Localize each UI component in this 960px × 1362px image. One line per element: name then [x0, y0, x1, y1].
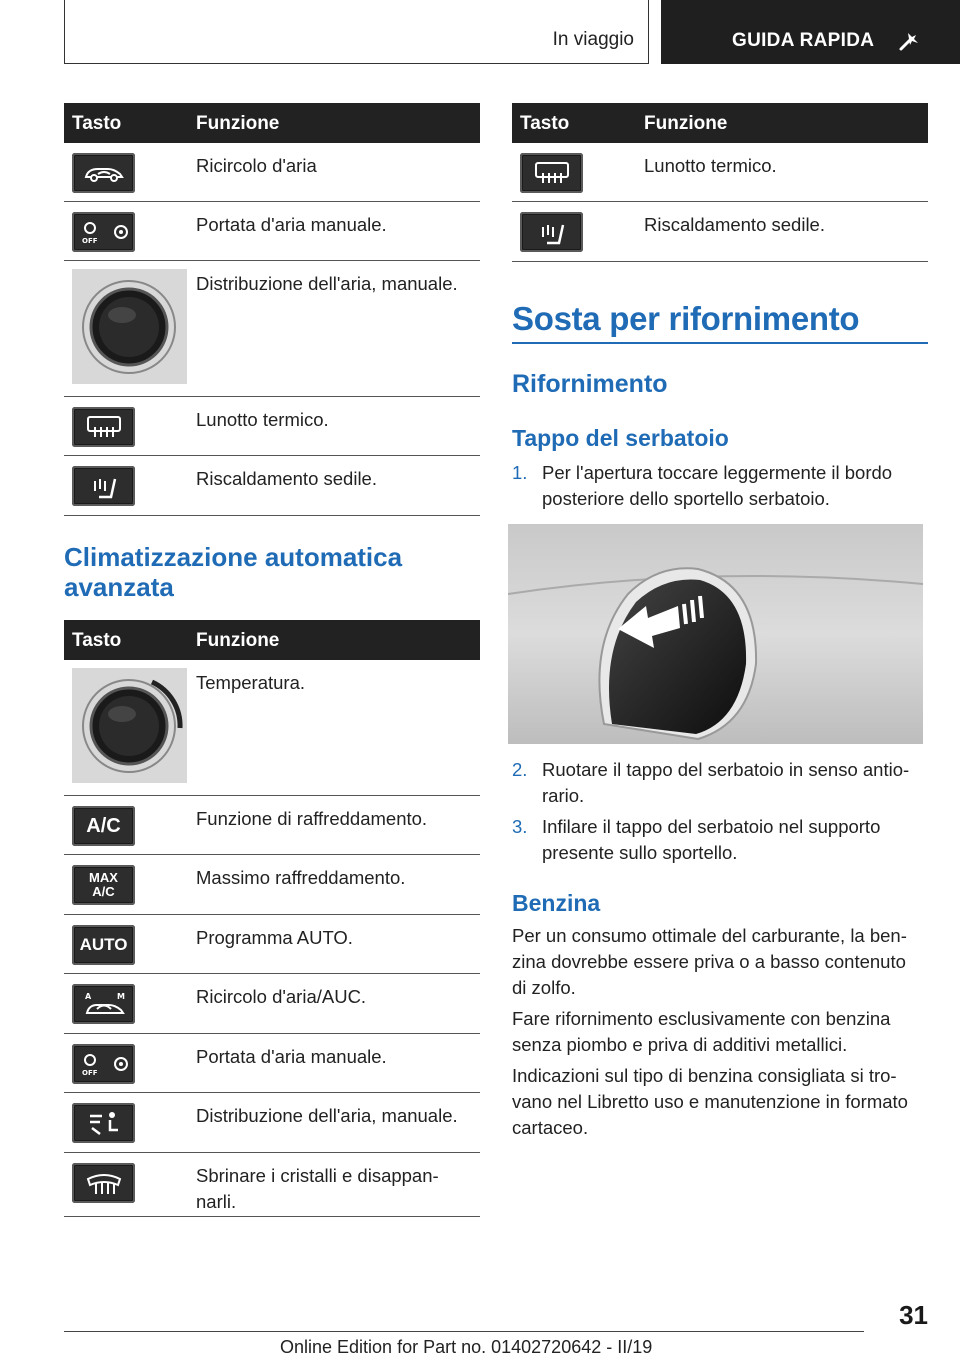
quick-guide-label: GUIDA RAPIDA — [732, 30, 875, 51]
list-item: 1. Per l'apertura toccare leggermente il bordo posteriore dello sportello serbatoio. — [512, 462, 893, 509]
row-text: Temperatura. — [196, 672, 305, 693]
footer-edition: Online Edition for Part no. 01402720642 - II/19 — [280, 1337, 653, 1357]
refuel-title: Sosta per rifornimento — [512, 300, 860, 337]
row-text: Ricircolo d'aria/AUC. — [196, 986, 367, 1007]
table-climate-auto — [64, 620, 480, 1217]
table-row — [64, 1034, 480, 1093]
max-ac-icon: MAX A/C — [72, 865, 135, 905]
title-rule — [512, 342, 928, 344]
steps-list-2 — [512, 757, 909, 866]
fan-off-icon — [72, 212, 135, 252]
steps-list-1 — [512, 460, 892, 512]
table-row — [64, 915, 480, 974]
table-row — [64, 202, 480, 261]
ac-icon: A/C — [72, 806, 135, 846]
row-text: Distribuzione dell'aria, manuale. — [196, 273, 458, 294]
petrol-title: Benzina — [512, 890, 601, 916]
recirculation-auc-icon — [72, 984, 135, 1024]
col-key: Tasto — [72, 113, 122, 134]
page-number: 31 — [899, 1300, 928, 1330]
auto-icon: AUTO — [72, 925, 135, 965]
row-text: Ricircolo d'aria — [196, 155, 317, 176]
petrol-paragraph-3: Indicazioni sul tipo di benzina consigliata si tro- vano nel Libretto uso e manutenzione in formato cartaceo. — [512, 1065, 908, 1138]
section-title-auto-climate: Climatizzazione automatica avanzata — [64, 542, 403, 602]
table-row — [64, 796, 480, 855]
row-text: Lunotto termico. — [644, 155, 777, 176]
row-text: Riscaldamento sedile. — [196, 468, 377, 489]
recirculation-car-icon — [72, 153, 135, 193]
svg-text:A: A — [84, 992, 91, 1001]
seat-heating-icon — [72, 466, 135, 506]
table-row — [64, 456, 480, 516]
rear-defrost-icon — [72, 407, 135, 447]
temperature-knob-icon — [72, 668, 187, 783]
row-text: Sbrinare i cristalli e disappan- narli. — [196, 1165, 439, 1212]
table-climate-extra — [512, 103, 928, 262]
row-text: Portata d'aria manuale. — [196, 1046, 387, 1067]
row-text: Lunotto termico. — [196, 409, 329, 430]
table-row — [512, 202, 928, 262]
wrench-spark-icon — [897, 29, 921, 53]
petrol-paragraph-2: Fare rifornimento esclusivamente con benzina senza piombo e priva di additivi metallici. — [512, 1008, 891, 1055]
table-row — [64, 660, 480, 796]
fan-off-icon — [72, 1044, 135, 1084]
row-text: Programma AUTO. — [196, 927, 353, 948]
svg-text:OFF: OFF — [81, 237, 98, 245]
table-row — [64, 974, 480, 1034]
row-text: Massimo raffreddamento. — [196, 867, 406, 888]
petrol-paragraph-1: Per un consumo ottimale del carburante, la ben- zina dovrebbe essere priva o a basso contenuto di zolfo. — [512, 925, 907, 998]
header-section-box — [64, 0, 649, 64]
table-climate-basic — [64, 103, 480, 516]
table-header: Tasto Funzione — [512, 103, 928, 143]
footer-rule — [64, 1331, 864, 1332]
list-item: 2. Ruotare il tappo del serbatoio in senso antio- rario. — [512, 759, 910, 806]
air-distribution-icon — [72, 1103, 135, 1143]
row-text: Riscaldamento sedile. — [644, 214, 825, 235]
section-title: In viaggio — [552, 29, 634, 50]
table-row — [64, 143, 480, 202]
table-header — [64, 103, 480, 143]
quick-guide-tab[interactable] — [661, 0, 960, 64]
table-row — [64, 1153, 480, 1217]
col-function: Funzione — [196, 113, 280, 134]
row-text: Portata d'aria manuale. — [196, 214, 387, 235]
table-row — [64, 397, 480, 456]
row-text: Funzione di raffreddamento. — [196, 808, 428, 829]
cap-title: Tappo del serbatoio — [512, 425, 729, 451]
list-item: 3. Infilare il tappo del serbatoio nel supporto presente sullo sportello. — [512, 816, 881, 863]
svg-text:OFF: OFF — [81, 1069, 98, 1077]
table-row — [512, 143, 928, 202]
refuel-subtitle: Rifornimento — [512, 370, 668, 398]
svg-text:M: M — [116, 992, 125, 1001]
seat-heating-icon — [520, 212, 583, 252]
table-row — [64, 261, 480, 397]
table-row — [64, 1093, 480, 1153]
air-distribution-knob-icon — [72, 269, 187, 384]
row-text: Distribuzione dell'aria, manuale. — [196, 1105, 458, 1126]
rear-defrost-icon — [520, 153, 583, 193]
windshield-defrost-icon — [72, 1163, 135, 1203]
fuel-flap-image — [508, 524, 923, 744]
table-row — [64, 855, 480, 915]
table-header: Tasto Funzione — [64, 620, 480, 660]
